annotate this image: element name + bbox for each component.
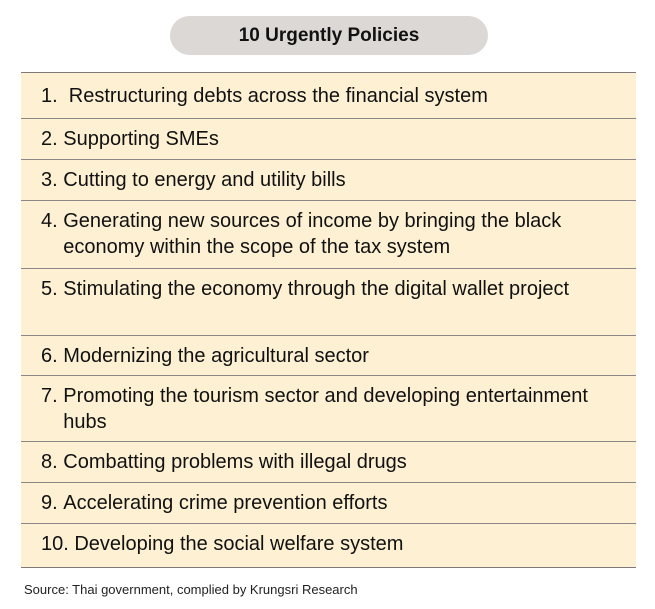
list-item [21,268,636,302]
source-note: Source: Thai government, complied by Krungsri Research [24,582,358,597]
item-text: Supporting SMEs [63,128,219,150]
item-number: 2. [41,128,64,150]
list-item [21,83,636,109]
item-text: Combatting problems with illegal drugs [63,451,407,473]
list-item [21,200,636,260]
page-title: 10 Urgently Policies [170,16,488,55]
item-number: 3. [41,169,64,191]
list-item [21,335,636,369]
item-text: Generating new sources of income by bringing the black economy within the scope of the tax system [63,210,562,258]
item-text: Restructuring debts across the financial system [68,85,488,107]
item-number: 9. [41,492,64,514]
item-text: Stimulating the economy through the digital wallet project [63,278,570,300]
item-number: 10. [41,533,75,555]
item-text: Cutting to energy and utility bills [63,169,346,191]
item-text: Promoting the tourism sector and developing entertainment hubs [63,385,588,433]
item-number: 8. [41,451,64,473]
list-item [21,523,636,557]
item-number: 6. [41,345,64,367]
list-item [21,441,636,475]
list-item [21,159,636,193]
item-number: 4. [41,210,64,232]
item-number: 1. [41,85,69,107]
item-text: Developing the social welfare system [74,533,404,555]
list-item [21,482,636,516]
list-item [21,375,636,435]
item-text: Modernizing the agricultural sector [63,345,369,367]
item-number: 7. [41,385,64,407]
policy-list [21,72,636,568]
list-item [21,118,636,152]
item-number: 5. [41,278,64,300]
item-text: Accelerating crime prevention efforts [63,492,388,514]
